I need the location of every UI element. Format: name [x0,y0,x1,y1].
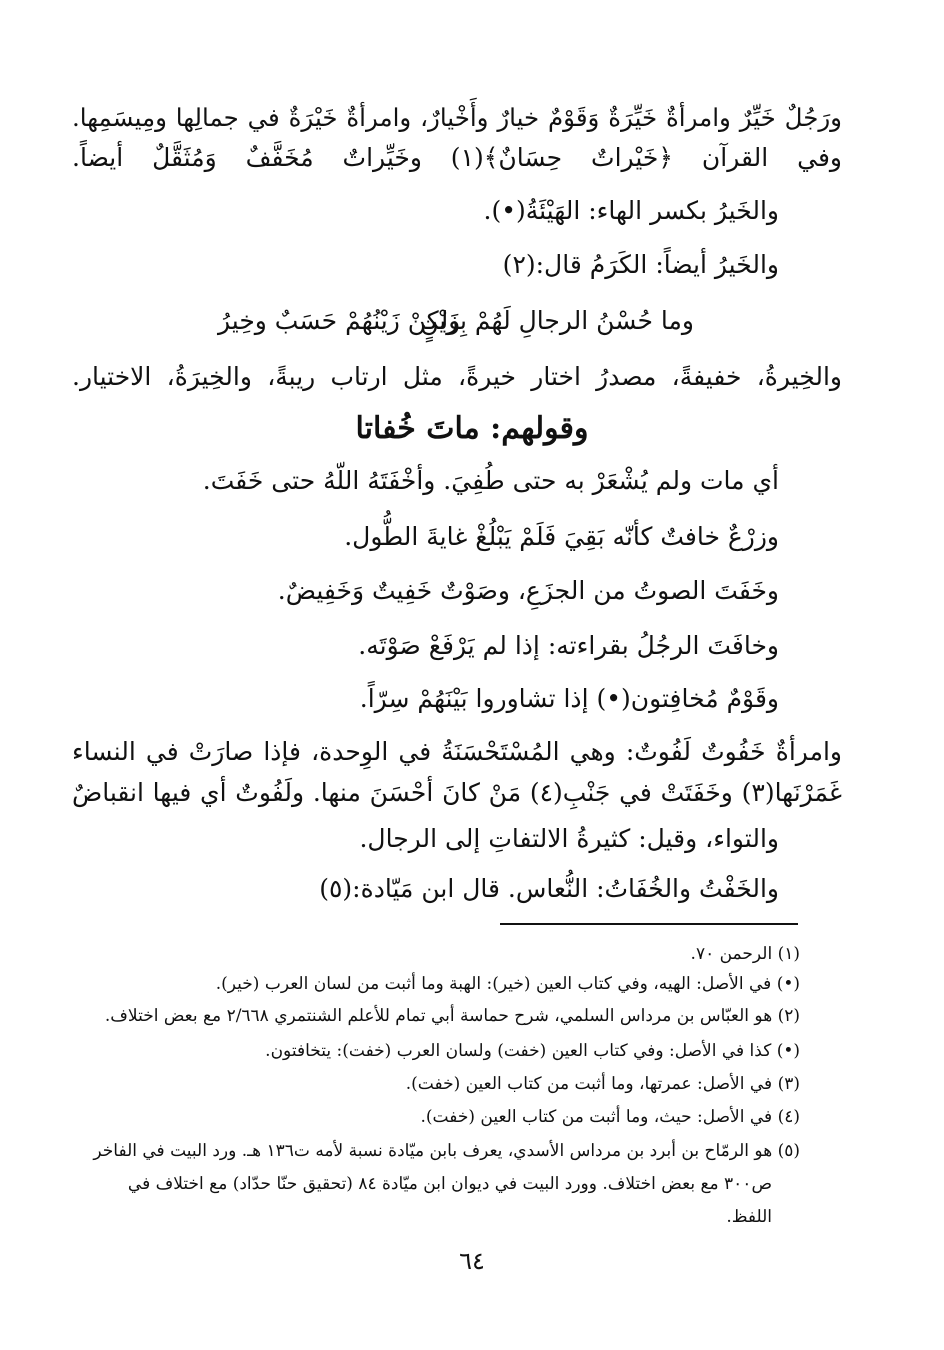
poem-hemistich-right: وما حُسْنُ الرجالِ لَهُمْ بِزَيْنٍ [420,306,694,335]
body-line-6: وزرْعٌ خافتٌ كأنّه بَقِيَ فَلَمْ يَبْلُغْ غايةَ الطُّول. [344,522,779,551]
body-line-2: وفي القرآن ﴿خَيْراتٌ حِسَانٌ﴾(١) وخَيِّراتٌ مُخَفَّفٌ وَمُثَقَّلٌ أيضاً. [72,143,842,172]
body-line-9: وقَوْمٌ مُخافِتون(•) إذا تشاوروا بَيْنَهُمْ سِرّاً. [359,684,779,713]
footnote-7-cont-1: ص٣٠٠ مع بعض اختلاف. وورد البيت في ديوان ابن ميّادة ٨٤ (تحقيق حنّا حدّاد) مع اختلاف في [127,1174,772,1194]
poem-hemistich-left: ولكنْ زَيْنُهُمْ حَسَبٌ وخِيرُ [218,306,461,335]
footnote-6: (٤) في الأصل: حيث، وما أثبت من كتاب العين (خفت). [420,1107,800,1127]
body-line-12: والتواء، وقيل: كثيرةُ الالتفاتِ إلى الرجال. [359,824,779,853]
body-line-7: وخَفَتَ الصوتُ من الجزَعِ، وصَوْتٌ خَفِيتٌ وَخَفِيضٌ. [277,576,779,605]
footnote-2: (•) في الأصل: الهيه، وفي كتاب العين (خير): الهبة وما أثبت من لسان العرب (خير). [215,974,800,994]
footnote-1: (١) الرحمن ٧٠. [690,944,800,964]
body-line-1: ورَجُلٌ خَيِّرٌ وامرأةٌ خَيِّرَةٌ وَقَوْمٌ خيارٌ وأَخْيارٌ، وامرأةٌ خَيْرَةٌ في جمالِها ومِيسَمِها. [72,103,842,132]
body-line-10: وامرأةٌ خَفُوتٌ لَفُوتٌ: وهي المُسْتَحْسَنَةُ في الوِحدة، فإذا صارَتْ في النساء [72,737,842,766]
footnote-3: (٢) هو العبّاس بن مرداس السلمي، شرح حماسة أبي تمام للأعلم الشنتمري ٢/٦٦٨ مع بعض اختلاف. [104,1006,800,1026]
body-line-3: والخَيرُ بكسر الهاء: الهَيْئَةُ(•). [483,196,779,225]
body-line-4: والخَيرُ أيضاً: الكَرَمُ قال:(٢) [502,250,779,279]
body-line-13: والخَفْتُ والخُفَاتُ: النُّعاس. قال ابن مَيّادة:(٥) [319,874,779,903]
body-line-5: أي مات ولم يُشْعَرْ به حتى طُفِيَ. وأخْفَتَهُ اللّهُ حتى خَفَتَ. [202,466,779,495]
footnote-4: (•) كذا في الأصل: وفي كتاب العين (خفت) ولسان العرب (خفت): يتخافتون. [265,1041,800,1061]
body-line-8: وخافَتَ الرجُلُ بقراءته: إذا لم يَرْفَعْ صَوْتَه. [358,631,779,660]
footnote-5: (٣) في الأصل: عمرتها، وما أثبت من كتاب العين (خفت). [405,1074,800,1094]
body-line-11: غَمَرْنَها(٣) وخَفَتَتْ في جَنْبِ(٤) مَنْ كانَ أحْسَنَ منها. ولَفُوتٌ أي فيها انقباضٌ [72,778,842,807]
body-line-after-poem: والخِيرةُ، خفيفةً، مصدرُ اختار خيرةً، مثل ارتاب ريبةً، والخِيرَةُ، الاختيار. [72,362,842,391]
page-number: ٦٤ [459,1247,485,1275]
footnote-7-cont-2: اللفظ. [726,1207,772,1227]
footnote-divider [500,923,798,925]
footnote-7: (٥) هو الرمّاح بن أبرد بن مرداس الأسدي، يعرف بابن ميّادة نسبة لأمه ت١٣٦ هـ. ورد البيت في الفاخر [93,1141,800,1161]
section-heading: وقولهم: ماتَ خُفاتا [355,411,589,446]
